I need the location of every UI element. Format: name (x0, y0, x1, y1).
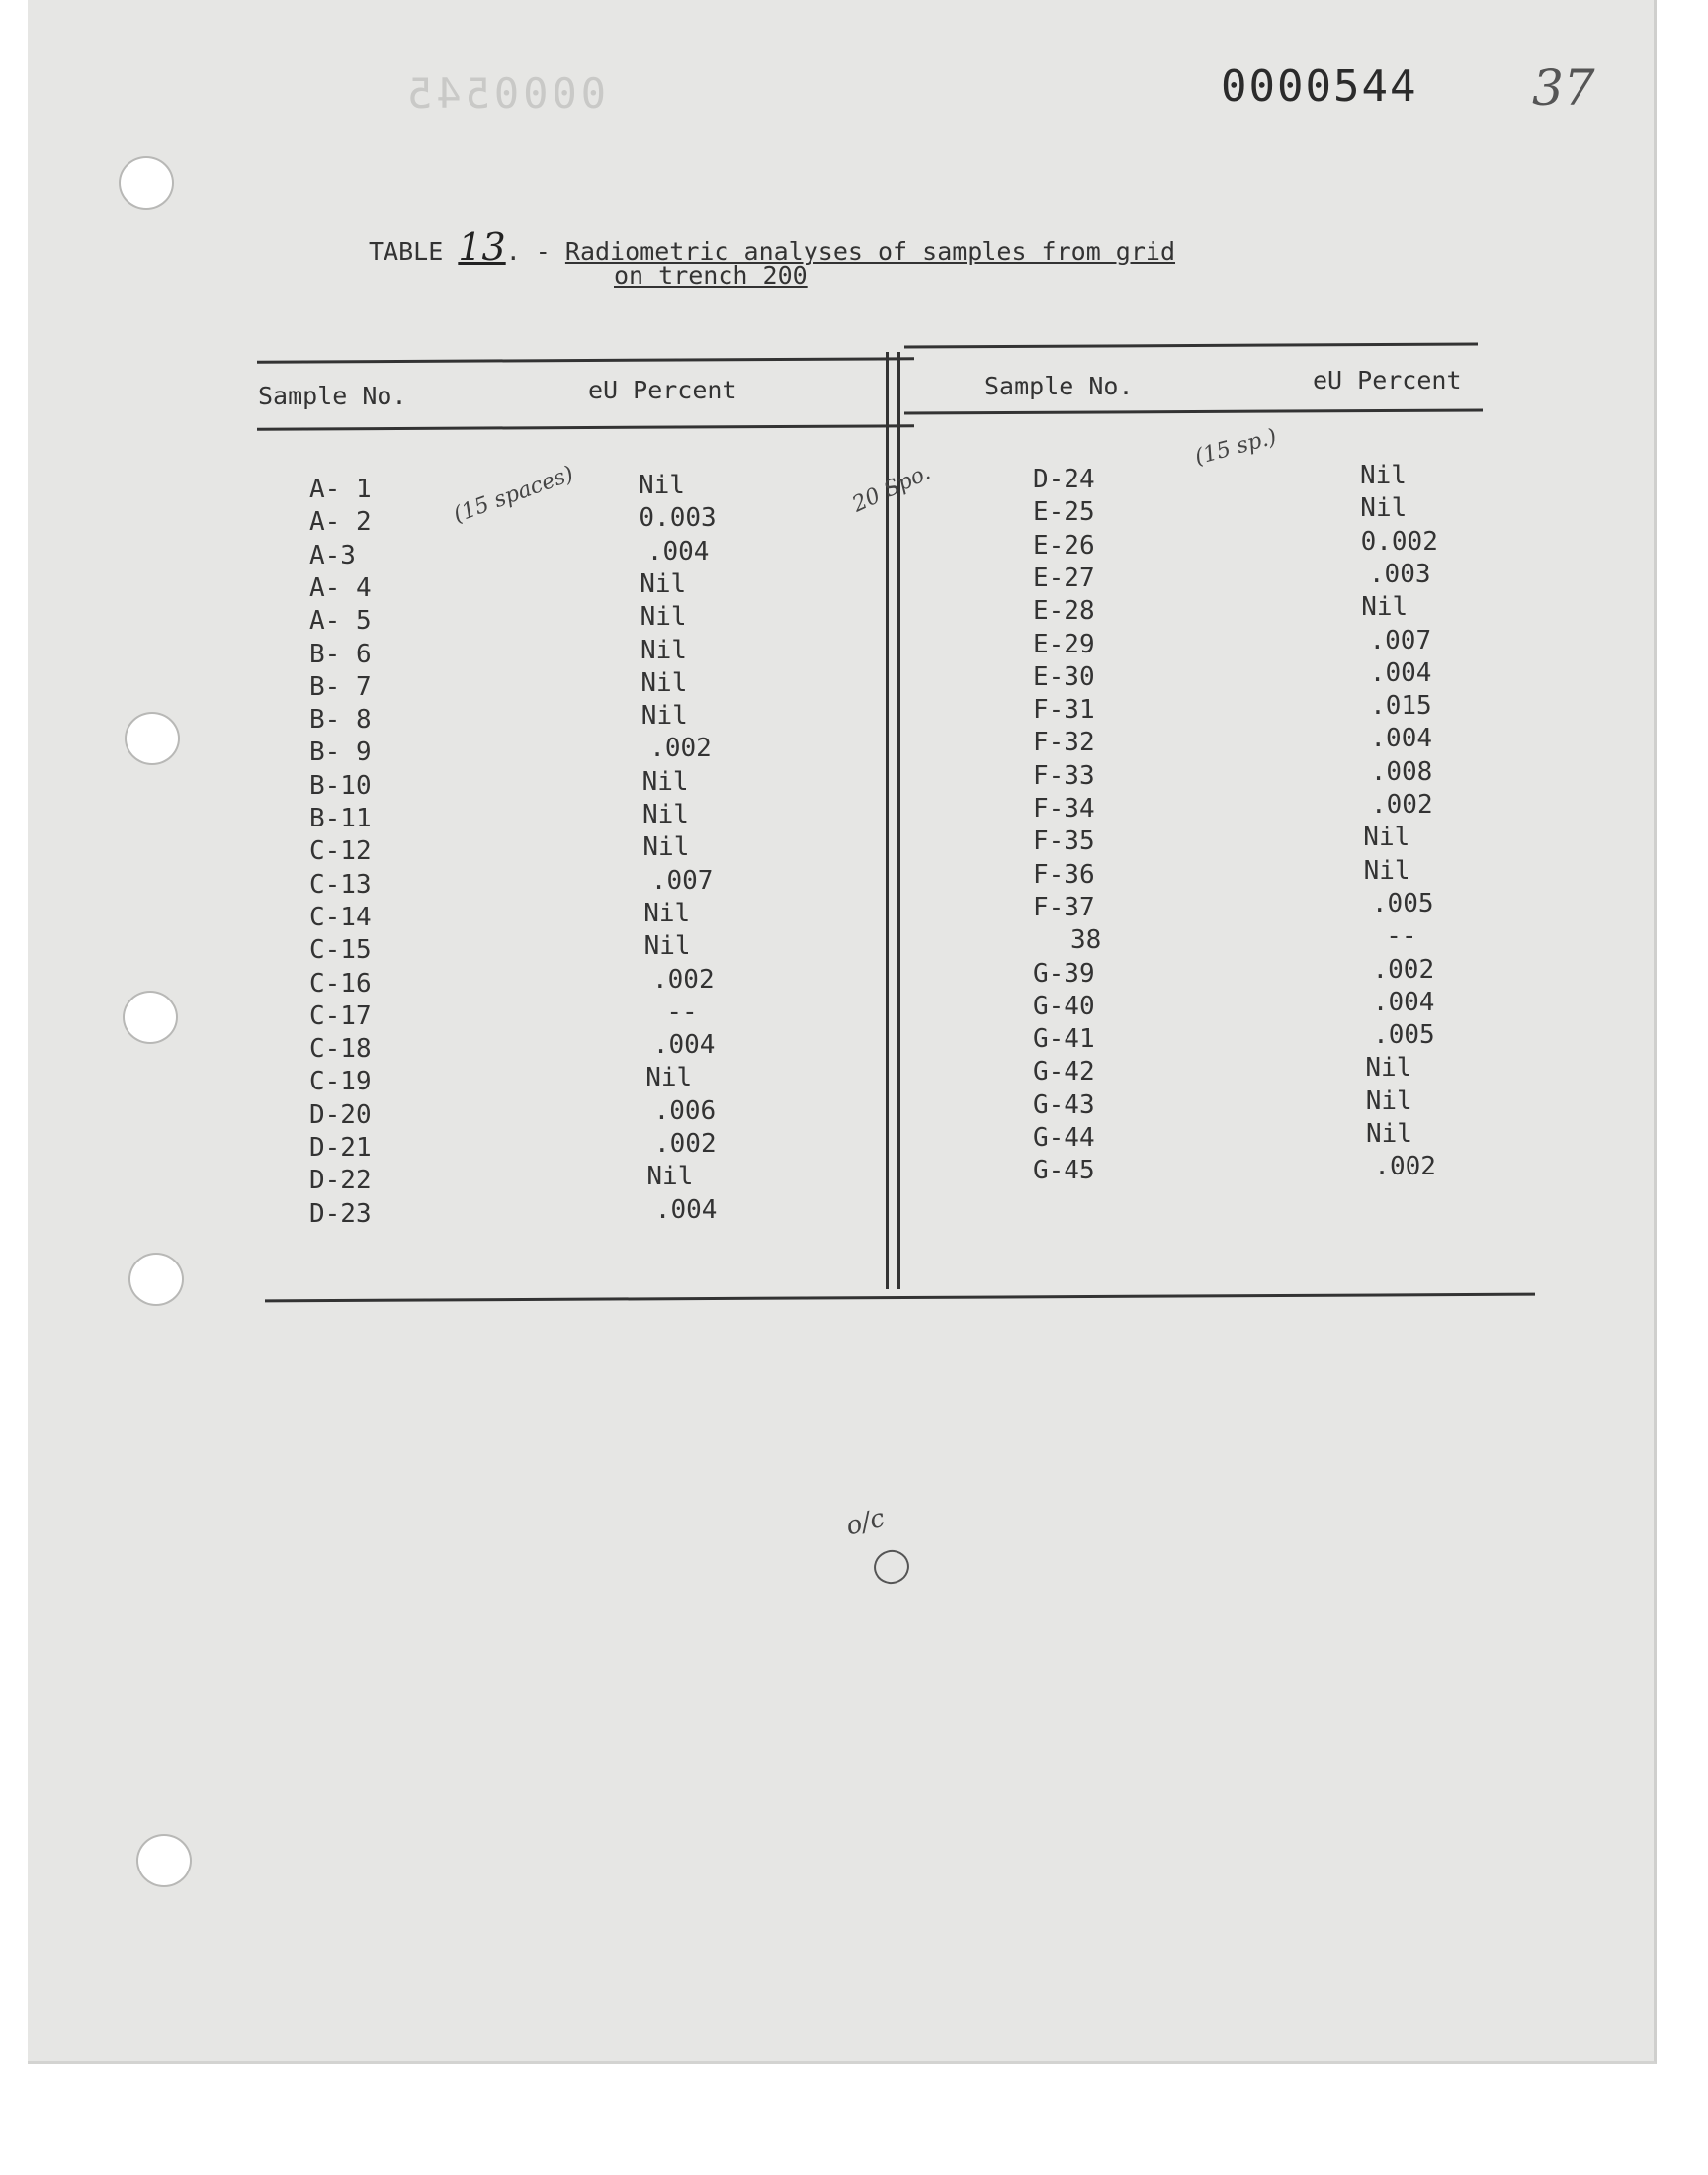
header-top-rule-right (904, 342, 1478, 348)
sample-number-cell: B- 7 (309, 671, 372, 702)
sample-number-cell: B- 8 (309, 705, 372, 736)
sample-number-cell: B- 9 (309, 738, 372, 768)
eu-percent-cell: .002 (654, 1129, 717, 1159)
bleed-through-number: 0000545 (403, 69, 607, 118)
eu-percent-cell: Nil (1360, 461, 1407, 490)
table-label: TABLE (369, 237, 444, 266)
handwritten-note-middle: 20 Spo. (848, 460, 935, 518)
page-number: 37 (1532, 59, 1595, 117)
eu-percent-cell: Nil (641, 766, 689, 797)
sample-number-cell: F-35 (1033, 826, 1095, 857)
eu-percent-cell: .003 (1368, 559, 1431, 589)
eu-percent-cell: .002 (1372, 954, 1435, 985)
sample-number-cell: C-15 (309, 935, 372, 966)
eu-percent-cell: Nil (640, 602, 687, 633)
sample-number-cell: F-34 (1033, 794, 1095, 824)
sample-number-cell: A- 5 (309, 606, 372, 637)
title-separator: . - (505, 237, 551, 266)
eu-percent-cell: .002 (649, 734, 712, 764)
sample-number-cell: B-11 (309, 804, 372, 833)
sample-number-cell: E-28 (1033, 596, 1095, 627)
header-eu-right: eU Percent (1313, 366, 1462, 394)
sample-number-cell: F-32 (1033, 728, 1095, 758)
eu-percent-cell: 0.003 (639, 503, 717, 534)
sample-number-cell: B-10 (309, 770, 372, 801)
sample-number-cell: B- 6 (309, 639, 372, 669)
sample-number-cell: G-41 (1033, 1024, 1095, 1055)
eu-percent-cell: .002 (1374, 1152, 1436, 1182)
header-sample-right: Sample No. (984, 372, 1134, 400)
punch-hole (123, 991, 178, 1044)
sample-number-cell: E-25 (1033, 497, 1095, 528)
sample-number-cell: F-31 (1033, 695, 1095, 726)
eu-percent-cell: Nil (639, 471, 685, 500)
table-title-line1: Radiometric analyses of samples from grid (564, 237, 1176, 266)
sample-number-cell: C-16 (309, 968, 372, 999)
sample-number-cell: A- 4 (309, 572, 372, 603)
eu-percent-cell: Nil (643, 898, 691, 928)
header-bottom-rule-right (904, 408, 1483, 414)
eu-percent-cell: .004 (654, 1194, 718, 1225)
sample-number-cell: G-39 (1033, 958, 1095, 989)
eu-percent-cell: .002 (1371, 790, 1433, 820)
eu-percent-cell: Nil (1363, 823, 1410, 853)
sample-number-cell: G-42 (1033, 1057, 1095, 1088)
eu-percent-cell: 0.002 (1360, 526, 1438, 557)
sample-number-cell: D-24 (1033, 465, 1095, 494)
header-sample-left: Sample No. (258, 382, 407, 410)
sample-number-cell: C-12 (309, 836, 372, 867)
punch-hole (128, 1253, 184, 1306)
eu-percent-cell: Nil (643, 931, 691, 962)
eu-percent-cell: Nil (645, 1063, 693, 1093)
sample-number-cell: C-17 (309, 1000, 372, 1031)
sample-number-cell: C-18 (309, 1034, 372, 1065)
eu-percent-cell: .002 (652, 964, 715, 995)
eu-percent-cell: Nil (1363, 855, 1410, 886)
header-eu-left: eU Percent (588, 376, 737, 404)
sample-number-cell: D-20 (309, 1099, 372, 1130)
punch-hole (119, 156, 174, 210)
sample-number-cell: C-13 (309, 869, 372, 900)
eu-percent-cell: Nil (1365, 1053, 1412, 1084)
eu-percent-cell: .008 (1370, 756, 1433, 787)
document-number: 0000544 (1221, 61, 1418, 112)
eu-percent-cell: .004 (652, 1030, 716, 1061)
eu-percent-cell: .007 (650, 865, 714, 896)
handwritten-note-right: (15 sp.) (1192, 424, 1280, 471)
eu-percent-cell: .015 (1370, 691, 1432, 722)
sample-number-cell: E-27 (1033, 563, 1095, 593)
eu-percent-cell: Nil (640, 635, 687, 665)
sample-number-cell: G-44 (1033, 1123, 1095, 1153)
header-top-rule-left (257, 357, 914, 363)
eu-percent-cell: Nil (1360, 493, 1408, 524)
eu-percent-cell: -- (1386, 921, 1417, 952)
sample-number-cell: D-23 (309, 1198, 372, 1229)
sample-number-cell: D-22 (309, 1166, 372, 1196)
punch-hole (136, 1834, 192, 1887)
table-bottom-rule (265, 1293, 1535, 1303)
sample-number-cell: G-40 (1033, 991, 1095, 1021)
sample-number-cell: C-14 (309, 902, 372, 932)
eu-percent-cell: Nil (1365, 1086, 1412, 1116)
sample-number-cell: F-33 (1033, 760, 1095, 791)
eu-percent-cell: .006 (653, 1095, 717, 1126)
table-number: 13 (458, 225, 506, 269)
eu-percent-cell: .004 (1372, 987, 1435, 1017)
eu-percent-cell: .005 (1373, 1020, 1435, 1051)
sample-number-cell: E-26 (1033, 530, 1095, 561)
sample-number-cell: A-3 (309, 540, 356, 570)
handwritten-circle-mark (870, 1546, 913, 1588)
table-title-line2: on trench 200 (614, 261, 808, 290)
eu-percent-cell: Nil (1361, 592, 1409, 623)
eu-percent-cell: Nil (642, 832, 690, 863)
eu-percent-cell: .004 (1370, 724, 1433, 754)
sample-number-cell: F-36 (1033, 859, 1095, 890)
eu-percent-cell: Nil (1366, 1119, 1412, 1149)
sample-number-cell: D-21 (309, 1133, 372, 1163)
eu-percent-cell: Nil (640, 667, 688, 698)
eu-percent-cell: Nil (646, 1162, 694, 1192)
sample-number-cell: A- 1 (309, 475, 372, 504)
sample-number-cell: A- 2 (309, 507, 372, 538)
eu-percent-cell: Nil (640, 701, 688, 732)
eu-percent-cell: .007 (1369, 625, 1432, 655)
header-bottom-rule-left (257, 424, 914, 430)
eu-percent-cell: -- (666, 997, 698, 1027)
eu-percent-cell: .005 (1371, 888, 1434, 918)
sample-number-cell: E-29 (1033, 629, 1095, 659)
sample-number-cell: C-19 (309, 1067, 372, 1097)
punch-hole (125, 712, 180, 765)
eu-percent-cell: .004 (646, 536, 710, 566)
sample-number-cell: G-43 (1033, 1089, 1095, 1120)
document-page (28, 0, 1657, 2064)
sample-number-cell: G-45 (1033, 1156, 1095, 1186)
eu-percent-cell: Nil (640, 568, 687, 599)
eu-percent-cell: .004 (1369, 657, 1432, 688)
sample-number-cell: E-30 (1033, 661, 1095, 692)
sample-number-cell: F-37 (1033, 892, 1095, 922)
eu-percent-cell: Nil (642, 800, 689, 829)
handwritten-check-mark: o/c (842, 1503, 889, 1542)
sample-number-cell: 38 (1070, 925, 1102, 956)
handwritten-note-left: (15 spaces) (450, 461, 577, 529)
